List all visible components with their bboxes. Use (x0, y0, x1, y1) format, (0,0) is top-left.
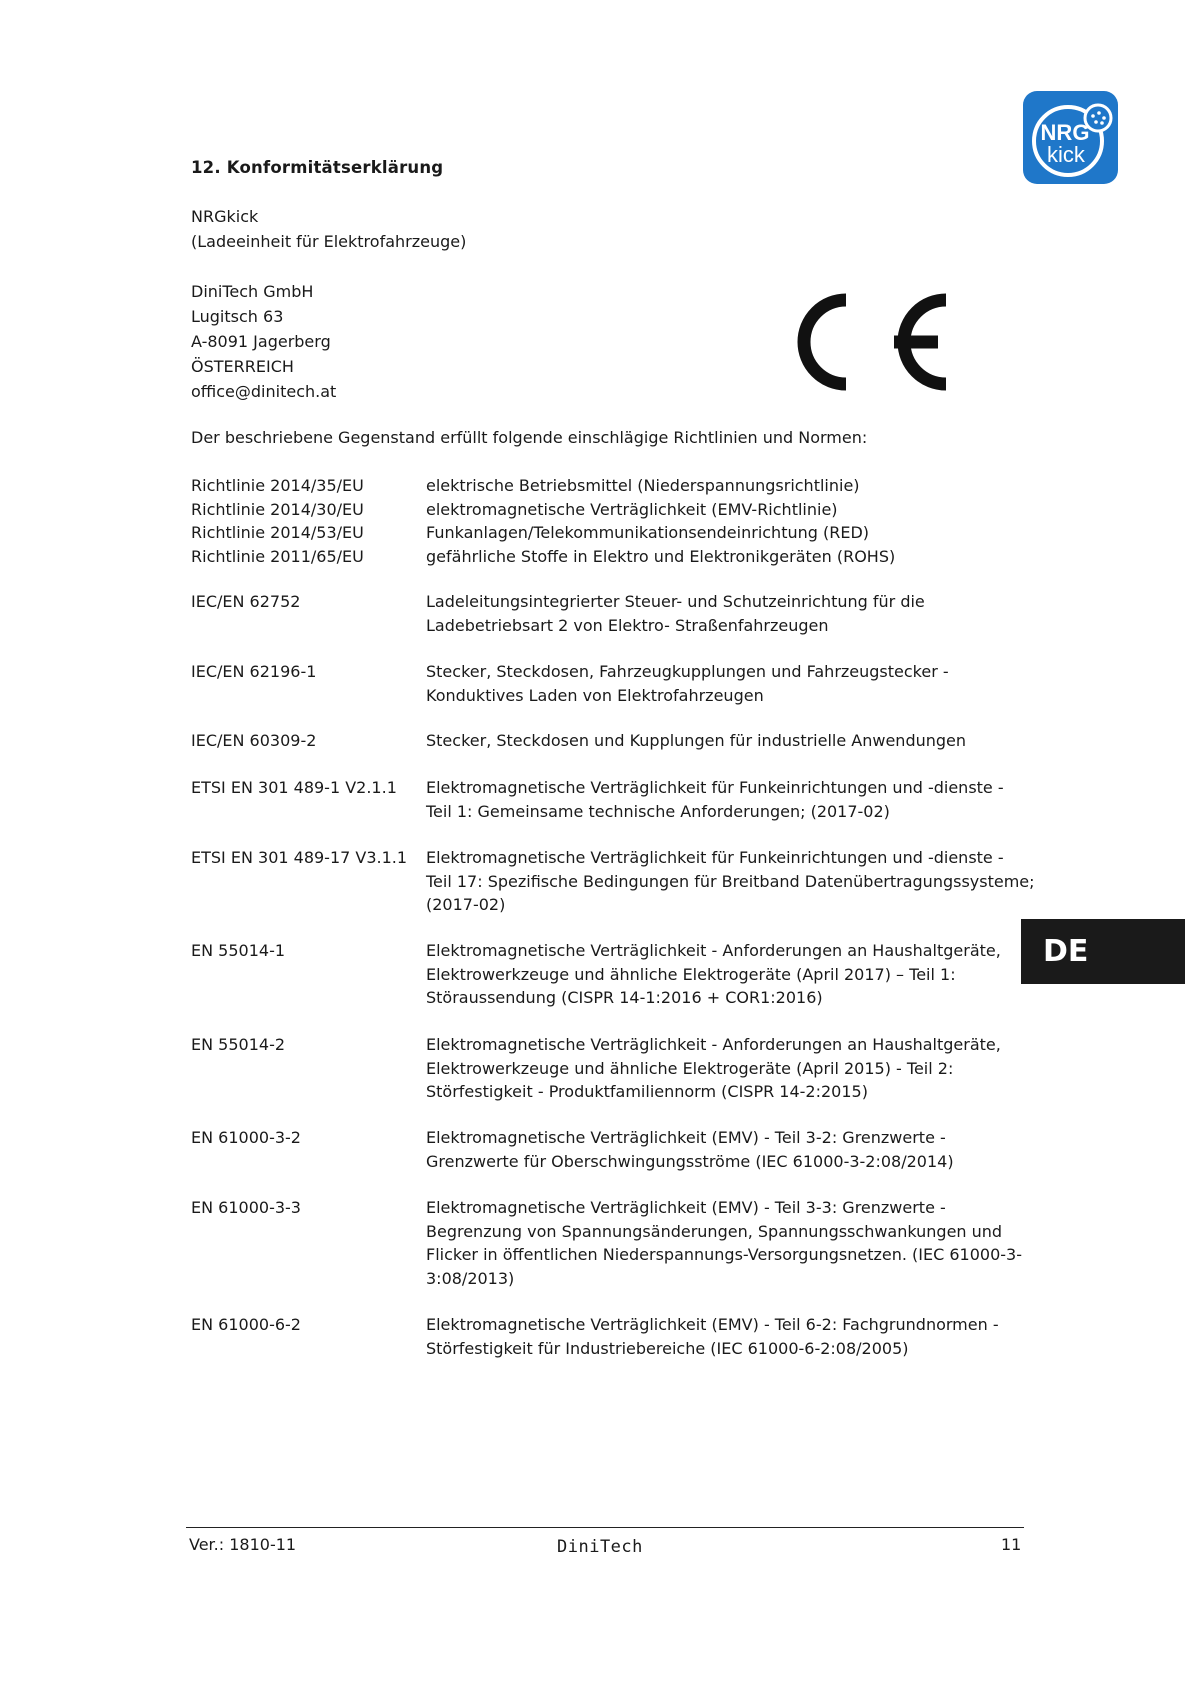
directive-row (191, 521, 1031, 545)
directive-list (191, 474, 1031, 568)
norm-code: ETSI EN 301 489-1 V2.1.1 (191, 778, 397, 797)
language-tab: DE (1021, 919, 1185, 984)
norm-row (191, 1313, 1051, 1360)
norm-desc-line: Elektromagnetische Verträglichkeit (EMV) - Teil 3-3: Grenzwerte - (426, 1198, 946, 1217)
norm-desc-line: Teil 17: Spezifische Bedingungen für Breitband Datenübertragungssysteme; (426, 871, 1035, 891)
street: Lugitsch 63 (191, 307, 284, 326)
norm-desc-line: Stecker, Steckdosen und Kupplungen für industrielle Anwendungen (426, 731, 967, 750)
directive-row (191, 545, 1031, 569)
directive-row (191, 498, 1031, 522)
norm-desc-line: Elektromagnetische Verträglichkeit - Anforderungen an Haushaltgeräte, (426, 941, 1001, 960)
product-block (191, 204, 466, 254)
logo-line2: kick (1047, 142, 1085, 167)
norm-row (191, 939, 1051, 1010)
norm-desc-line: Elektromagnetische Verträglichkeit - Anforderungen an Haushaltgeräte, (426, 1035, 1001, 1054)
norm-desc (426, 729, 1051, 753)
company-name: DiniTech GmbH (191, 282, 314, 301)
product-description: (Ladeeinheit für Elektrofahrzeuge) (191, 232, 467, 251)
norm-desc-line: 3:08/2013) (426, 1268, 515, 1288)
norm-desc (426, 1033, 1051, 1104)
norm-code: IEC/EN 60309-2 (191, 731, 317, 750)
norm-desc-line: Begrenzung von Spannungsänderungen, Spannungsschwankungen und (426, 1221, 1003, 1241)
norm-desc-line: (2017-02) (426, 895, 506, 914)
norm-desc-line: Elektrowerkzeuge und ähnliche Elektrogeräte (April 2015) - Teil 2: (426, 1058, 954, 1078)
norm-desc-line: Elektromagnetische Verträglichkeit für Funkeinrichtungen und -dienste - (426, 848, 1004, 867)
directive-code: Richtlinie 2014/30/EU (191, 499, 364, 519)
footer-divider (186, 1527, 1024, 1528)
footer-version: Ver.: 1810-11 (189, 1535, 297, 1554)
norm-desc-line: Flicker in öffentlichen Niederspannungs-Versorgungsnetzen. (IEC 61000-3- (426, 1245, 1022, 1264)
directive-code: Richtlinie 2011/65/EU (191, 546, 364, 566)
directive-row (191, 474, 1031, 498)
directive-desc: elektrische Betriebsmittel (Niederspannungsrichtlinie) (426, 476, 860, 495)
norm-row (191, 1196, 1051, 1290)
norm-desc (426, 939, 1051, 1010)
intro-text: Der beschriebene Gegenstand erfüllt folgende einschlägige Richtlinien und Normen: (191, 428, 868, 447)
norm-desc-line: Konduktives Laden von Elektrofahrzeugen (426, 685, 764, 705)
norm-code: EN 61000-6-2 (191, 1315, 301, 1334)
norm-desc-line: Störfestigkeit für Industriebereiche (IEC 61000-6-2:08/2005) (426, 1338, 909, 1358)
section-heading: 12. Konformitätserklärung (191, 158, 444, 177)
norm-code: EN 55014-1 (191, 941, 286, 960)
norm-code: EN 55014-2 (191, 1035, 286, 1054)
norm-code: IEC/EN 62752 (191, 592, 301, 611)
norm-row (191, 1033, 1051, 1104)
address-block (191, 279, 336, 404)
norm-row (191, 660, 1051, 707)
norm-desc-line: Elektromagnetische Verträglichkeit (EMV) - Teil 6-2: Fachgrundnormen - (426, 1315, 999, 1334)
ce-mark (788, 282, 956, 402)
norm-desc (426, 590, 1051, 637)
norm-desc (426, 776, 1051, 823)
logo-line1: NRG (1040, 120, 1090, 145)
norm-desc-line: Störfestigkeit - Produktfamiliennorm (CISPR 14-2:2015) (426, 1082, 868, 1101)
norm-code: IEC/EN 62196-1 (191, 662, 317, 681)
norm-desc-line: Elektromagnetische Verträglichkeit für Funkeinrichtungen und -dienste - (426, 778, 1004, 797)
norm-code: EN 61000-3-3 (191, 1198, 301, 1217)
page-number: 11 (1001, 1535, 1022, 1554)
norm-row (191, 846, 1051, 917)
directive-desc: Funkanlagen/Telekommunikationsendeinrichtung (RED) (426, 523, 870, 542)
norm-row (191, 729, 1051, 753)
directive-code: Richtlinie 2014/53/EU (191, 523, 364, 542)
footer-brand-logo: DiniTech (557, 1537, 643, 1557)
norm-desc-line: Ladeleitungsintegrierter Steuer- und Schutzeinrichtung für die (426, 592, 925, 611)
norm-code: ETSI EN 301 489-17 V3.1.1 (191, 848, 408, 867)
email: office@dinitech.at (191, 382, 337, 401)
norm-desc (426, 1126, 1051, 1173)
norm-desc-line: Elektrowerkzeuge und ähnliche Elektrogeräte (April 2017) – Teil 1: (426, 964, 956, 984)
norm-desc-line: Elektromagnetische Verträglichkeit (EMV) - Teil 3-2: Grenzwerte - (426, 1128, 946, 1147)
norm-desc (426, 1196, 1051, 1290)
city: A-8091 Jagerberg (191, 332, 331, 351)
norm-desc-line: Stecker, Steckdosen, Fahrzeugkupplungen und Fahrzeugstecker - (426, 662, 949, 681)
norm-desc (426, 1313, 1051, 1360)
nrgkick-logo (1023, 91, 1118, 184)
country: ÖSTERREICH (191, 357, 294, 376)
directive-desc: gefährliche Stoffe in Elektro und Elektronikgeräten (ROHS) (426, 546, 896, 566)
norm-row (191, 776, 1051, 823)
directive-code: Richtlinie 2014/35/EU (191, 476, 364, 495)
norm-row (191, 1126, 1051, 1173)
directive-desc: elektromagnetische Verträglichkeit (EMV-Richtlinie) (426, 499, 838, 519)
norm-desc-line: Störaussendung (CISPR 14-1:2016 + COR1:2016) (426, 988, 823, 1007)
norm-desc-line: Teil 1: Gemeinsame technische Anforderungen; (2017-02) (426, 801, 890, 821)
norm-code: EN 61000-3-2 (191, 1128, 301, 1147)
norm-desc-line: Grenzwerte für Oberschwingungsströme (IEC 61000-3-2:08/2014) (426, 1151, 954, 1171)
norm-desc-line: Ladebetriebsart 2 von Elektro- Straßenfahrzeugen (426, 615, 829, 635)
product-name: NRGkick (191, 207, 259, 226)
norm-row (191, 590, 1051, 637)
norm-desc (426, 846, 1051, 917)
norm-desc (426, 660, 1051, 707)
